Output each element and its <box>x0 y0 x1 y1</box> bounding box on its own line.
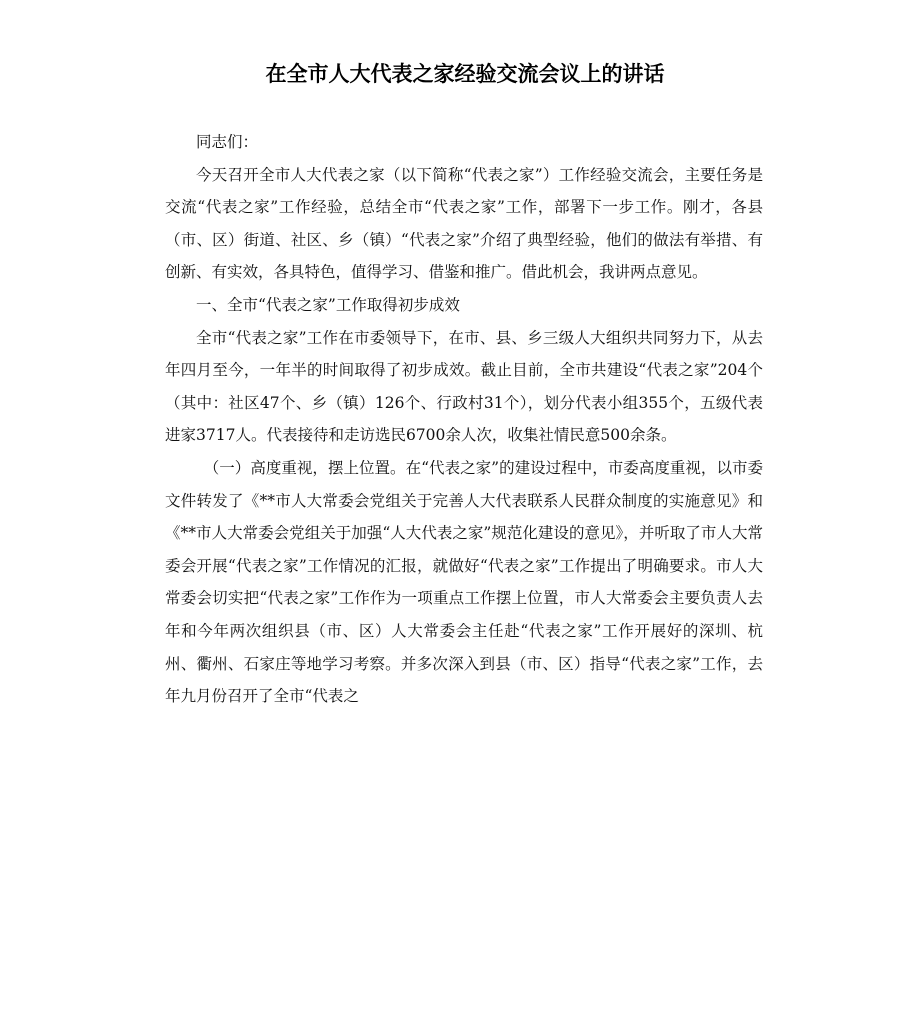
paragraph-intro: 今天召开全市人大代表之家（以下简称“代表之家”）工作经验交流会，主要任务是交流“代表之家”工作经验，总结全市“代表之家”工作，部署下一步工作。刚才，各县（市、区）街道、社区、乡（镇）“代表之家”介绍了典型经验，他们的做法有举措、有创新、有实效，各具特色，值得学习、借鉴和推广。借此机会，我讲两点意见。 <box>165 165 763 282</box>
salutation: 同志们： <box>196 133 259 151</box>
section-heading-1: 一、全市“代表之家”工作取得初步成效 <box>196 295 460 314</box>
paragraph-subsection-1: （一）高度重视，摆上位置。在“代表之家”的建设过程中，市委高度重视，以市委文件转发了《**市人大常委会党组关于完善人大代表联系人民群众制度的实施意见》和《**市人大常委会党组关于加强“人大代表之家”规范化建设的意见》，并听取了市人大常委会开展“代表之家”工作情况的汇报，就做好“代表之家”工作提出了明确要求。市人大常委会切实把“代表之家”工作作为一项重点工作摆上位置，市人大常委会主要负责人去年和今年两次组织县（市、区）人大常委会主任赴“代表之家”工作开展好的深圳、杭州、衢州、石家庄等地学习考察。并多次深入到县（市、区）指导“代表之家”工作，去年九月份召开了全市“代表之 <box>165 458 763 706</box>
document-title: 在全市人大代表之家经验交流会议上的讲话 <box>265 62 665 86</box>
document-body <box>165 126 763 713</box>
paragraph-achievements: 全市“代表之家”工作在市委领导下，在市、县、乡三级人大组织共同努力下，从去年四月至今，一年半的时间取得了初步成效。截止目前，全市共建设“代表之家”204个（其中：社区47个、乡（镇）126个、行政村31个），划分代表小组355个，五级代表进家3717人。代表接待和走访选民6700余人次，收集社情民意500余条。 <box>165 328 763 445</box>
